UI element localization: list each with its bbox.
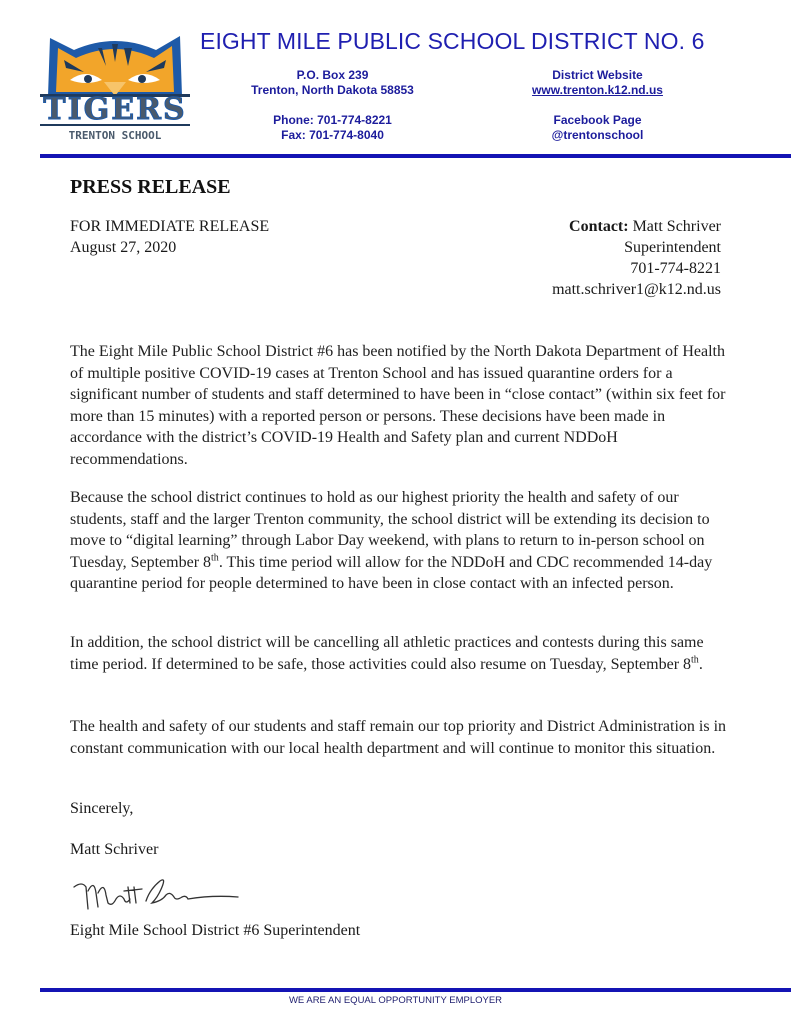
contact-block — [552, 216, 721, 300]
website-label: District Website — [552, 68, 643, 82]
district-title: EIGHT MILE PUBLIC SCHOOL DISTRICT NO. 6 — [200, 28, 705, 54]
facebook-handle: @trentonschool — [551, 128, 644, 142]
tigers-logo — [40, 26, 190, 148]
ordinal-suffix: th — [211, 552, 219, 564]
logo-wordmark: TIGERS — [43, 92, 187, 127]
contact-label: Contact: — [569, 218, 629, 235]
closing: Sincerely, — [70, 800, 134, 817]
body-paragraph-2 — [70, 487, 730, 595]
body-paragraph-3 — [70, 632, 730, 675]
ordinal-suffix: th — [691, 654, 699, 666]
district-phone: Phone: 701-774-8221 — [273, 113, 392, 127]
signature-icon — [72, 873, 242, 915]
website-link[interactable]: www.trenton.k12.nd.us — [532, 83, 663, 97]
for-immediate-release: FOR IMMEDIATE RELEASE — [70, 218, 270, 235]
paragraph-text: . — [698, 655, 703, 673]
footer-divider — [40, 988, 791, 992]
release-info — [70, 216, 269, 258]
contact-name: Matt Schriver — [632, 218, 721, 235]
contact-phone: 701-774-8221 — [630, 260, 721, 277]
facebook-label: Facebook Page — [553, 113, 642, 127]
release-date: August 27, 2020 — [70, 239, 177, 256]
district-online — [500, 68, 695, 143]
po-box: P.O. Box 239 — [296, 68, 369, 82]
signer-name: Matt Schriver — [70, 841, 159, 858]
press-release-heading: PRESS RELEASE — [70, 176, 231, 198]
signer-title: Eight Mile School District #6 Superintendent — [70, 922, 361, 939]
contact-email: matt.schriver1@k12.nd.us — [552, 281, 721, 298]
city-state-zip: Trenton, North Dakota 58853 — [251, 83, 414, 97]
equal-opportunity-note: WE ARE AN EQUAL OPPORTUNITY EMPLOYER — [288, 995, 503, 1006]
body-paragraph-4: The health and safety of our students and staff remain our top priority and District Administration is in constant communication with our local health department and will continue to monitor this situation. — [70, 718, 727, 757]
paragraph-text: In addition, the school district will be cancelling all athletic practices and contests during this same time period. If determined to be safe, those activities could also resume on Tuesday, September 8 — [70, 634, 704, 673]
district-fax: Fax: 701-774-8040 — [281, 128, 384, 142]
header-divider — [40, 154, 791, 158]
logo-subtitle: TRENTON SCHOOL — [68, 129, 162, 142]
contact-title: Superintendent — [624, 239, 721, 256]
paragraph-text: . This time period will allow for the NDDoH and CDC recommended 14-day quarantine period for people determined to have been in close contact with an infected person. — [70, 553, 713, 592]
body-paragraph-1: The Eight Mile Public School District #6 has been notified by the North Dakota Department of Health of multiple positive COVID-19 cases at Trenton School and has issued quarantine orders for a significant number of students and staff determined to have been in “close contact” (within six feet for more than 15 minutes) with a reported person or persons. These decisions have been made in accordance with the district’s COVID-19 Health and Safety plan and current NDDoH recommendations. — [70, 343, 726, 468]
paragraph-text: Because the school district continues to hold as our highest priority the health and safety of our students, staff and the larger Trenton community, the school district will be extending its decision to move to “digital learning” through Labor Day weekend, with plans to return to in-person school on Tuesday, September 8 — [70, 489, 710, 571]
district-address — [230, 68, 435, 143]
